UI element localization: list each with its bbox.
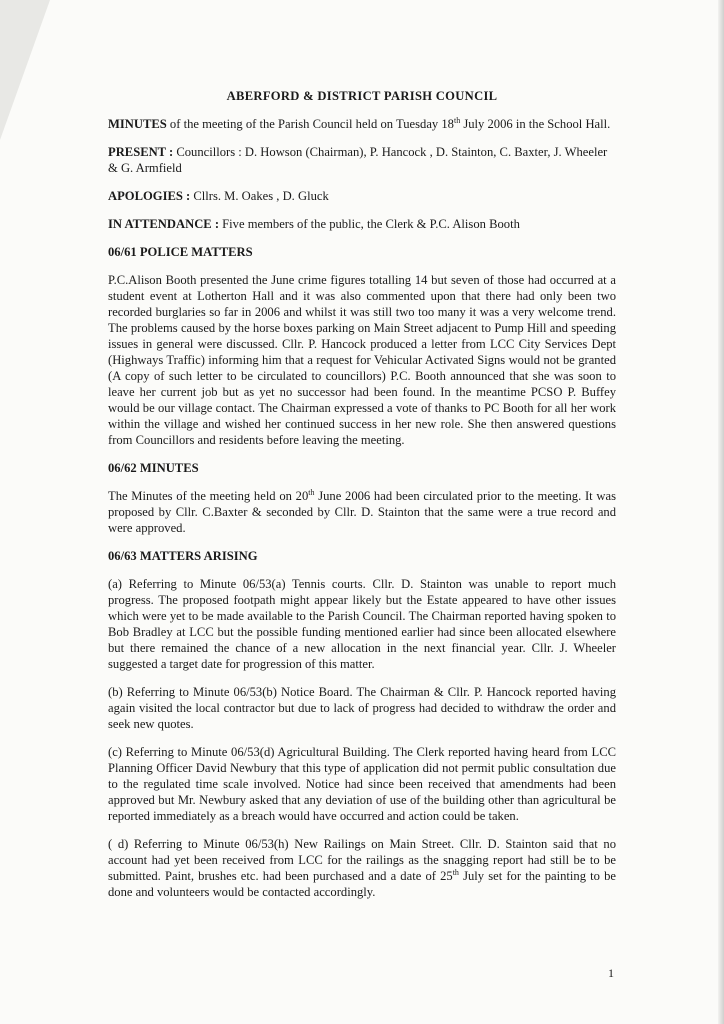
document-title: ABERFORD & DISTRICT PARISH COUNCIL xyxy=(226,89,498,103)
matters-d xyxy=(108,836,616,900)
present-line xyxy=(108,144,616,176)
apologies-text: Cllrs. M. Oakes , D. Gluck xyxy=(190,189,329,203)
minutes-item-sup: th xyxy=(308,487,315,497)
matters-b: (b) Referring to Minute 06/53(b) Notice Board. The Chairman & Cllr. P. Hancock reported having again visited the local contractor but due to lack of progress had decided to withdraw the order and seek new quotes. xyxy=(108,685,616,731)
page-number: 1 xyxy=(608,966,614,980)
minutes-text-post: July 2006 in the School Hall. xyxy=(460,117,611,131)
scan-corner-shadow xyxy=(0,0,50,140)
minutes-item-text xyxy=(108,488,616,536)
minutes-item-pre: The Minutes of the meeting held on 20 xyxy=(108,489,309,503)
apologies-line xyxy=(108,188,616,204)
matters-heading: 06/63 MATTERS ARISING xyxy=(108,549,258,563)
minutes-body xyxy=(108,88,616,912)
minutes-sup: th xyxy=(453,115,461,125)
present-label: PRESENT : xyxy=(108,145,174,159)
attendance-label: IN ATTENDANCE : xyxy=(108,217,220,231)
matters-d-pre: ( d) Referring to Minute 06/53(h) New Railings on Main Street. Cllr. D. Stainton said that no account had yet been received from LCC for the railings as the snagging report had still be to be submitted. Paint, brushes etc. had been purchased and a date of 25 xyxy=(108,837,616,883)
minutes-label: MINUTES xyxy=(108,117,167,131)
present-text: Councillors : D. Howson (Chairman), P. Hancock , D. Stainton, C. Baxter, J. Wheeler & G. Armfield xyxy=(108,145,608,175)
minutes-text-pre: of the meeting of the Parish Council held on Tuesday 18 xyxy=(166,117,454,131)
apologies-label: APOLOGIES : xyxy=(108,189,191,203)
minutes-intro xyxy=(108,116,616,132)
attendance-line xyxy=(108,216,616,232)
matters-c: (c) Referring to Minute 06/53(d) Agricultural Building. The Clerk reported having heard from LCC Planning Officer David Newbury that this type of application did not permit public consultation due to the regulated time scale involved. Notice had since been received that amendments had been approved but Mr. Newbury asked that any deviation of use of the building other than agricultural be reported immediately as a breach would have occurred and action could be taken. xyxy=(108,745,616,823)
matters-a: (a) Referring to Minute 06/53(a) Tennis courts. Cllr. D. Stainton was unable to report much progress. The proposed footpath might appear likely but the Estate appeared to have other issues which were yet to be made available to the Parish Council. The Chairman reported having spoken to Bob Bradley at LCC but the possible funding mentioned earlier had since been allocated elsewhere but there remained the chance of a new allocation in the next financial year. Cllr. J. Wheeler suggested a target date for progression of this matter. xyxy=(108,577,616,671)
minutes-item-post: June 2006 had been circulated prior to the meeting. It was proposed by Cllr. C.Baxter & seconded by Cllr. D. Stainton that the same were a true record and were approved. xyxy=(108,489,616,535)
matters-d-post: July set for the painting to be done and volunteers would be contacted accordingly. xyxy=(108,869,616,899)
scan-edge-shadow xyxy=(718,0,724,1024)
minutes-item-heading: 06/62 MINUTES xyxy=(108,461,199,475)
attendance-text: Five members of the public, the Clerk & P.C. Alison Booth xyxy=(219,217,520,231)
matters-d-sup: th xyxy=(452,867,459,877)
police-heading: 06/61 POLICE MATTERS xyxy=(108,245,253,259)
police-text: P.C.Alison Booth presented the June crime figures totalling 14 but seven of those had occurred at a student event at Lotherton Hall and it was also commented upon that there had only been two recorded burglaries so far in 2006 and whilst it was still two too many it was a very welcome trend. The problems caused by the horse boxes parking on Main Street adjacent to Pump Hill and speeding issues in general were discussed. Cllr. P. Hancock produced a letter from LCC City Services Dept (Highways Traffic) informing him that a request for Vehicular Activated Signs would not be granted (A copy of such letter to be circulated to councillors) P.C. Booth announced that she was soon to leave her current job but as yet no successor had been found. In the meantime PCSO P. Buffey would be our village contact. The Chairman expressed a vote of thanks to PC Booth for all her work within the village and wished her continued success in her new role. She then answered questions from Councillors and residents before leaving the meeting. xyxy=(108,273,616,447)
